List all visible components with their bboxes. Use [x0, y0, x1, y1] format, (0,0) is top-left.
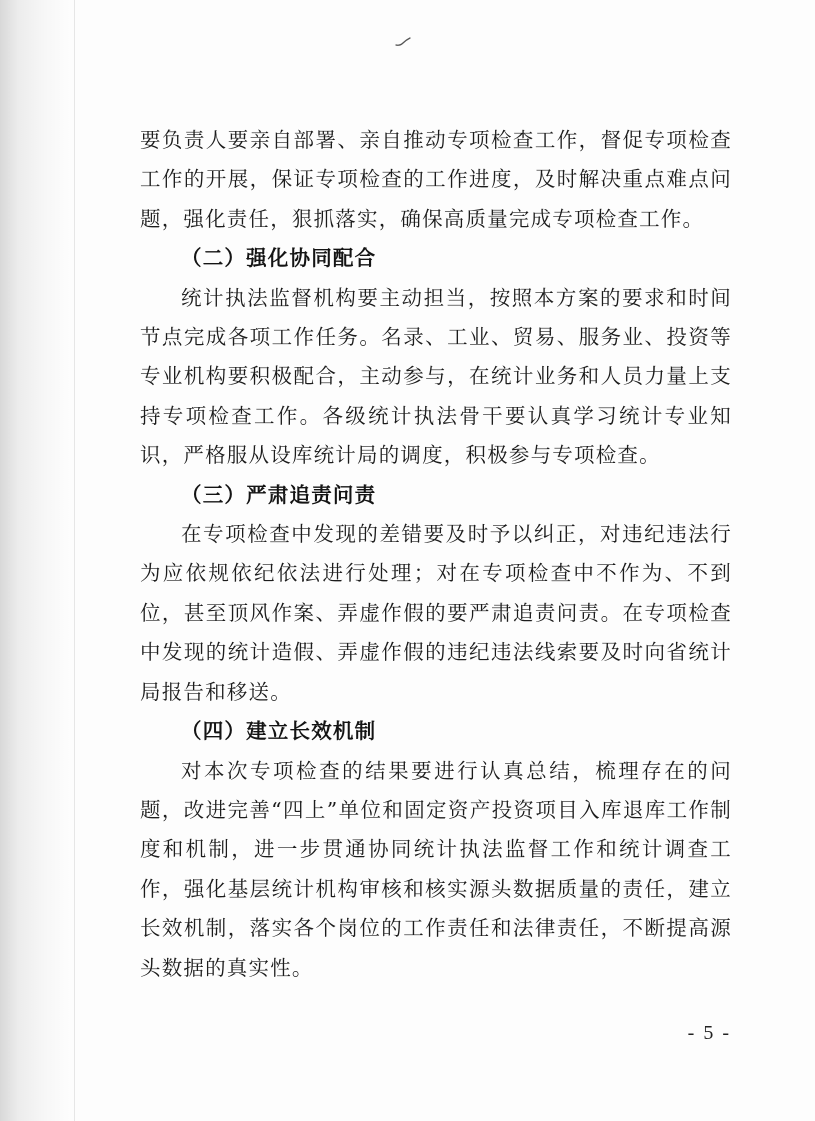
paragraph-accountability: 在专项检查中发现的差错要及时予以纠正，对违纪违法行为应依规依纪依法进行处理；对在专项检查中不作为、不到位，甚至顶风作案、弄虚作假的要严肃追责问责。在专项检查中发现的统计造假、弄虚作假的违纪违法线索要及时向省统计局报告和移送。	[140, 522, 732, 704]
scan-shadow	[0, 0, 70, 1121]
scan-fold-line	[74, 0, 75, 1121]
section-heading-long-term-mechanism: （四）建立长效机制	[181, 719, 377, 744]
section-heading-collaboration: （二）强化协同配合	[181, 246, 377, 271]
section-heading-accountability: （三）严肃追责问责	[181, 482, 377, 507]
paragraph-long-term-mechanism: 对本次专项检查的结果要进行认真总结，梳理存在的问题，改进完善“四上”单位和固定资产投资项目入库退库工作制度和机制，进一步贯通协同统计执法监督工作和统计调查工作，强化基层统计机构审核和核实源头数据质量的责任，建立长效机制，落实各个岗位的工作责任和法律责任，不断提高源头数据的真实性。	[140, 758, 732, 980]
page-number: - 5 -	[687, 1022, 731, 1044]
paragraph-collaboration: 统计执法监督机构要主动担当，按照本方案的要求和时间节点完成各项工作任务。名录、工业、贸易、服务业、投资等专业机构要积极配合，主动参与，在统计业务和人员力量上支持专项检查工作。各级统计执法骨干要认真学习统计专业知识，严格服从设库统计局的调度，积极参与专项检查。	[140, 285, 732, 468]
document-body	[140, 121, 732, 988]
pen-mark-icon	[394, 36, 412, 48]
paragraph-continued: 要负责人要亲自部署、亲自推动专项检查工作，督促专项检查工作的开展，保证专项检查的工作进度，及时解决重点难点问题，强化责任，狠抓落实，确保高质量完成专项检查工作。	[140, 128, 732, 231]
